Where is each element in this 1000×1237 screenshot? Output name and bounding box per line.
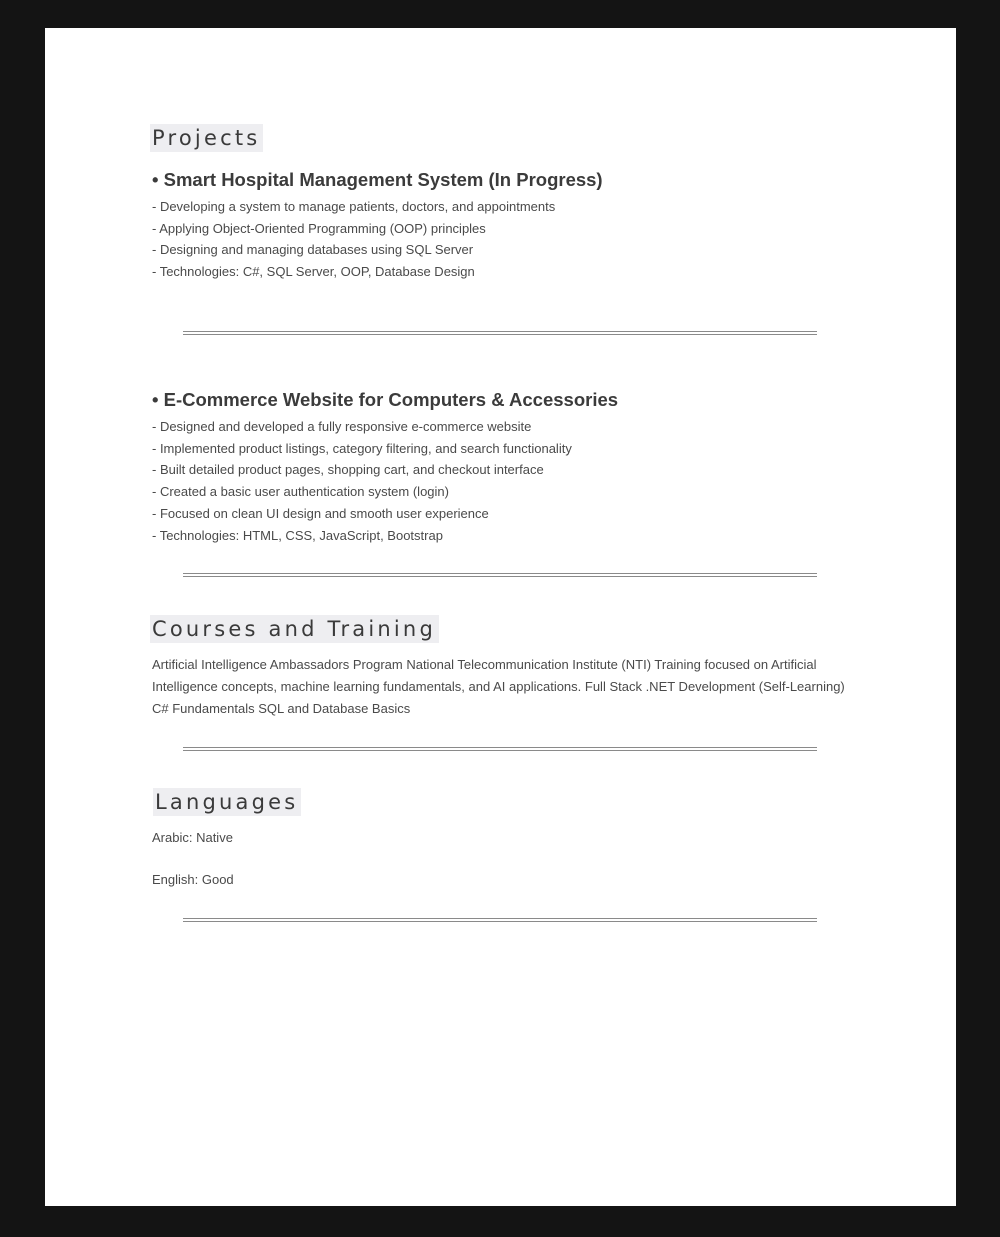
project-title-hospital: • Smart Hospital Management System (In Progress): [152, 169, 603, 190]
language-arabic: Arabic: Native: [152, 830, 233, 845]
projects-heading: Projects: [150, 124, 263, 152]
list-item: - Applying Object-Oriented Programming (OOP) principles: [152, 220, 486, 236]
languages-heading: Languages: [153, 788, 301, 816]
list-item: - Designing and managing databases using SQL Server: [152, 242, 474, 258]
list-item: - Created a basic user authentication system (login): [152, 484, 449, 500]
section-divider: [183, 918, 817, 922]
list-item: - Developing a system to manage patients, doctors, and appointments: [152, 199, 556, 214]
project-title-ecommerce: • E-Commerce Website for Computers & Accessories: [152, 389, 619, 410]
section-divider: [183, 573, 817, 577]
list-item: - Designed and developed a fully responsive e-commerce website: [152, 419, 532, 434]
list-item: - Built detailed product pages, shopping cart, and checkout interface: [152, 462, 544, 478]
document-page: [45, 28, 956, 1206]
list-item: - Implemented product listings, category filtering, and search functionality: [152, 440, 572, 456]
project-bullets-ecommerce: [152, 416, 572, 546]
section-divider: [183, 331, 817, 335]
language-english: English: Good: [152, 872, 234, 887]
courses-heading: Courses and Training: [150, 615, 439, 643]
list-item: - Technologies: HTML, CSS, JavaScript, Bootstrap: [152, 527, 443, 543]
courses-text: Artificial Intelligence Ambassadors Program National Telecommunication Institute (NTI) Training focused on Artificial Intelligence concepts, machine learning fundamentals, and AI applications. Full Stack .NET Development (Self-Learning) C# Fundamentals SQL and Database Basics: [152, 657, 845, 716]
section-divider: [183, 747, 817, 751]
list-item: - Focused on clean UI design and smooth user experience: [152, 505, 489, 521]
list-item: - Technologies: C#, SQL Server, OOP, Database Design: [152, 264, 475, 280]
project-bullets-hospital: [152, 196, 555, 283]
